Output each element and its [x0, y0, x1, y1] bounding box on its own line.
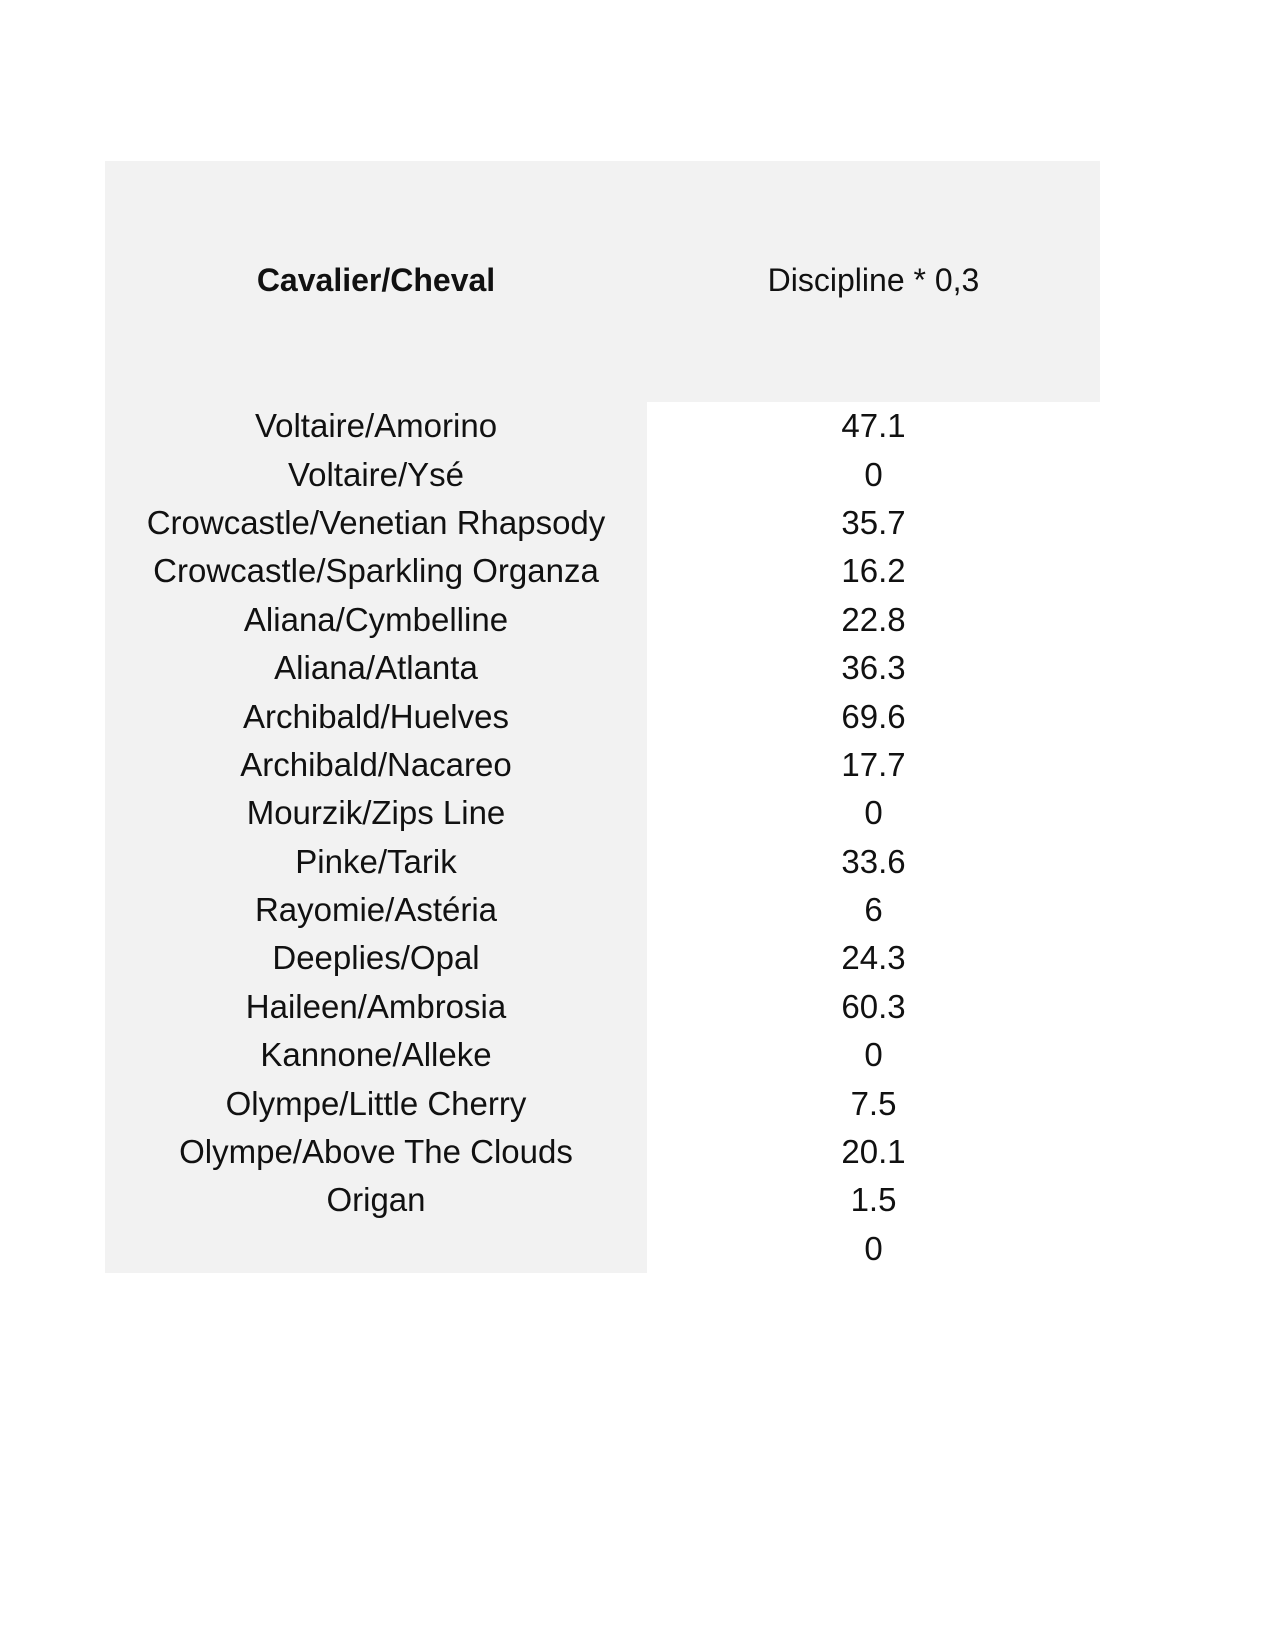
name-cell: Mourzik/Zips Line: [246, 794, 506, 832]
name-cell: Rayomie/Astéria: [254, 891, 498, 929]
value-cell: 0: [864, 455, 883, 493]
name-cell: Haileen/Ambrosia: [245, 987, 507, 1025]
value-cell: 69.6: [841, 697, 906, 735]
name-cell: Olympe/Above The Clouds: [179, 1133, 573, 1171]
name-cell: Origan: [326, 1181, 426, 1219]
value-cell: 20.1: [841, 1133, 906, 1171]
value-cell: 24.3: [841, 939, 906, 977]
value-cell: 17.7: [841, 745, 906, 783]
name-column: [105, 402, 647, 1273]
name-cell: [105, 1225, 647, 1273]
value-cell: 1.5: [850, 1181, 897, 1219]
name-cell: Archibald/Nacareo: [240, 745, 512, 783]
header-cavalier-cheval: Cavalier/Cheval: [256, 262, 496, 298]
header-discipline: Discipline * 0,3: [767, 262, 980, 298]
value-cell: 35.7: [841, 503, 906, 541]
name-cell: Kannone/Alleke: [260, 1036, 492, 1074]
spreadsheet-table: [105, 161, 1100, 1273]
name-cell: Pinke/Tarik: [295, 842, 457, 880]
name-cell: Archibald/Huelves: [243, 697, 509, 735]
value-cell: 36.3: [841, 649, 906, 687]
value-cell: 6: [864, 891, 883, 929]
value-cell: 60.3: [841, 987, 906, 1025]
value-cell: 7.5: [850, 1084, 897, 1122]
value-cell: 16.2: [841, 552, 906, 590]
name-cell: Olympe/Little Cherry: [225, 1084, 527, 1122]
value-column: [647, 402, 1100, 1273]
value-cell: 33.6: [841, 842, 906, 880]
name-cell: Voltaire/Ysé: [287, 455, 465, 493]
name-cell: Crowcastle/Sparkling Organza: [153, 552, 599, 590]
value-cell: 0: [864, 794, 883, 832]
value-cell: 0: [864, 1036, 883, 1074]
name-cell: Crowcastle/Venetian Rhapsody: [146, 503, 606, 541]
value-cell: 0: [864, 1229, 883, 1267]
name-cell: Aliana/Atlanta: [274, 649, 478, 687]
table-header-row: [105, 161, 1100, 402]
value-cell: 22.8: [841, 600, 906, 638]
name-cell: Deeplies/Opal: [272, 939, 480, 977]
name-cell: Aliana/Cymbelline: [243, 600, 509, 638]
value-cell: 47.1: [841, 407, 906, 445]
name-cell: Voltaire/Amorino: [254, 407, 498, 445]
table-body: [105, 402, 1100, 1273]
